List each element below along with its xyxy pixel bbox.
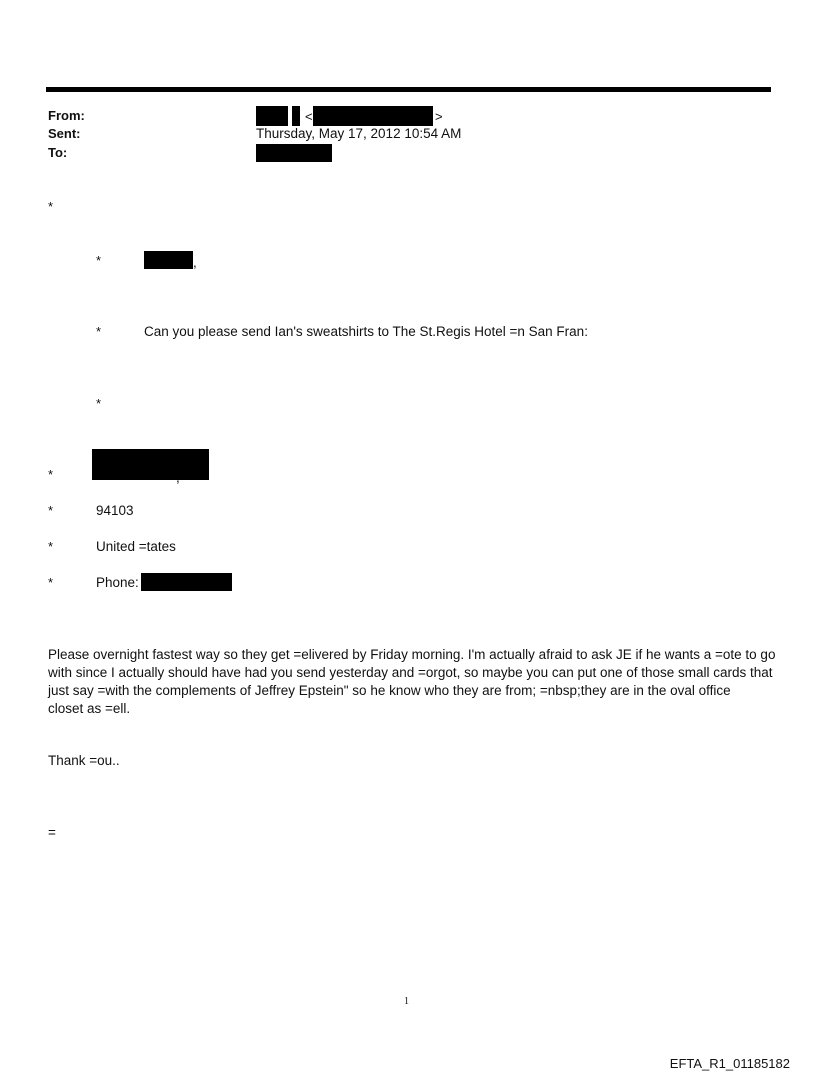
from-label: From: [48,108,85,123]
address-comma: , [176,470,180,485]
bullet: * [96,396,102,411]
zip-code: 94103 [96,503,134,518]
bullet: * [96,253,102,268]
phone-label: Phone: [96,575,139,590]
redacted-greeting-name [144,251,193,269]
header-divider [46,87,771,92]
bullet: * [96,324,102,339]
thanks-line: Thank =ou.. [48,753,120,768]
from-angle-open: < [305,109,313,124]
sent-label: Sent: [48,126,81,141]
paragraph-line: closet as =ell. [48,701,131,716]
greeting-comma: , [193,255,197,270]
bullet: * [48,503,54,518]
paragraph-line: Please overnight fastest way so they get =elivered by Friday morning. I'm actually afraid to ask JE if he wants a =ote to go [48,647,776,662]
body-paragraph [48,646,778,718]
request-line: Can you please send Ian's sweatshirts to The St.Regis Hotel =n San Fran: [144,324,588,339]
redacted-sender-email [313,106,433,126]
country: United =tates [96,539,176,554]
page-number: 1 [404,996,409,1007]
document-id: EFTA_R1_01185182 [669,1056,790,1071]
redacted-recipient [256,144,332,162]
paragraph-line: with since I actually should have had you send yesterday and =orgot, so maybe you can put one of those small cards that [48,665,773,680]
sent-date: Thursday, May 17, 2012 10:54 AM [256,126,462,141]
bullet: * [48,539,54,554]
paragraph-line: just say =with the complements of Jeffrey Epstein" so he know who they are from; =nbsp;they are in the oval office [48,683,731,698]
bullet: * [48,199,54,214]
equals-line: = [48,825,56,840]
redacted-sender-name [256,106,288,126]
from-angle-close: > [435,109,443,124]
redacted-address [92,449,209,480]
redacted-phone [141,573,232,591]
redacted-sender-initial [292,106,300,126]
bullet: * [48,575,54,590]
to-label: To: [48,145,68,160]
bullet: * [48,467,54,482]
